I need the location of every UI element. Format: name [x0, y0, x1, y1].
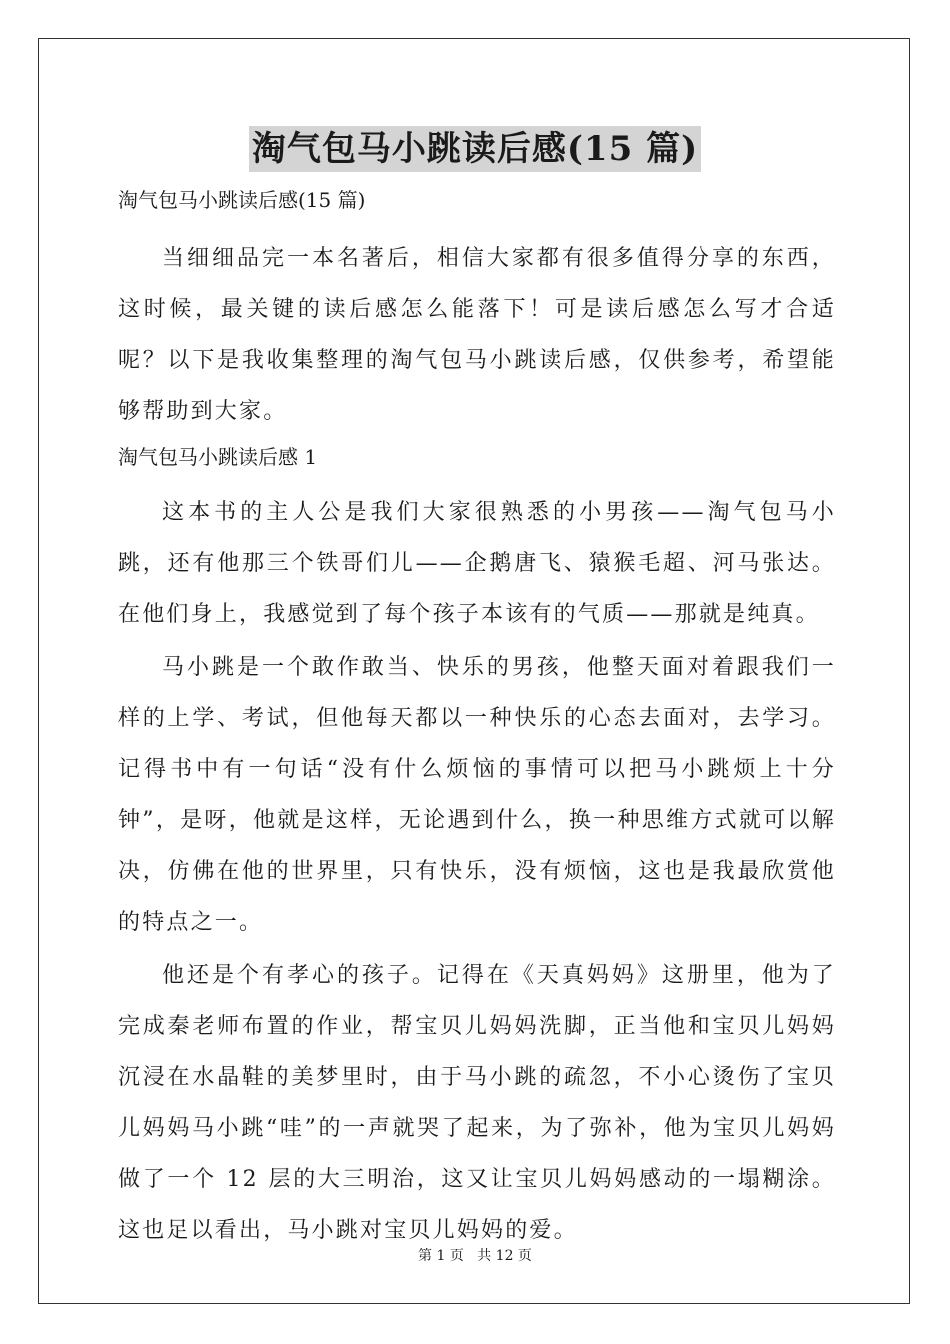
- page-total: 共 12 页: [477, 1248, 532, 1264]
- intro-paragraph: 当细细品完一本名著后，相信大家都有很多值得分享的东西，这时候，最关键的读后感怎么能落下！可是读后感怎么写才合适呢？以下是我收集整理的淘气包马小跳读后感，仅供参考，希望能够帮助到大家。: [118, 246, 836, 424]
- title-container: [0, 126, 950, 172]
- body-paragraph-1: 这本书的主人公是我们大家很熟悉的小男孩——淘气包马小跳，还有他那三个铁哥们儿——企鹅唐飞、猿猴毛超、河马张达。在他们身上，我感觉到了每个孩子本该有的气质——那就是纯真。: [118, 500, 836, 627]
- body-paragraph-2: 马小跳是一个敢作敢当、快乐的男孩，他整天面对着跟我们一样的上学、考试，但他每天都以一种快乐的心态去面对，去学习。记得书中有一句话“没有什么烦恼的事情可以把马小跳烦上十分钟”，是呀，他就是这样，无论遇到什么，换一种思维方式就可以解决，仿佛在他的世界里，只有快乐，没有烦恼，这也是我最欣赏他的特点之一。: [118, 655, 836, 935]
- document-body: [118, 182, 836, 1258]
- document-subtitle: 淘气包马小跳读后感(15 篇): [118, 188, 366, 212]
- document-title: 淘气包马小跳读后感(15 篇): [249, 126, 701, 172]
- page-number: 第 1 页: [418, 1248, 464, 1264]
- section-heading: 淘气包马小跳读后感 1: [118, 445, 318, 469]
- body-paragraph-3: 他还是个有孝心的孩子。记得在《天真妈妈》这册里，他为了完成秦老师布置的作业，帮宝贝儿妈妈洗脚，正当他和宝贝儿妈妈沉浸在水晶鞋的美梦里时，由于马小跳的疏忽，不小心烫伤了宝贝儿妈妈马小跳“哇”的一声就哭了起来，为了弥补，他为宝贝儿妈妈做了一个 12 层的大三明治，这又让宝贝儿妈妈感动的一塌糊涂。这也足以看出，马小跳对宝贝儿妈妈的爱。: [118, 963, 836, 1243]
- page-footer: [0, 1246, 950, 1266]
